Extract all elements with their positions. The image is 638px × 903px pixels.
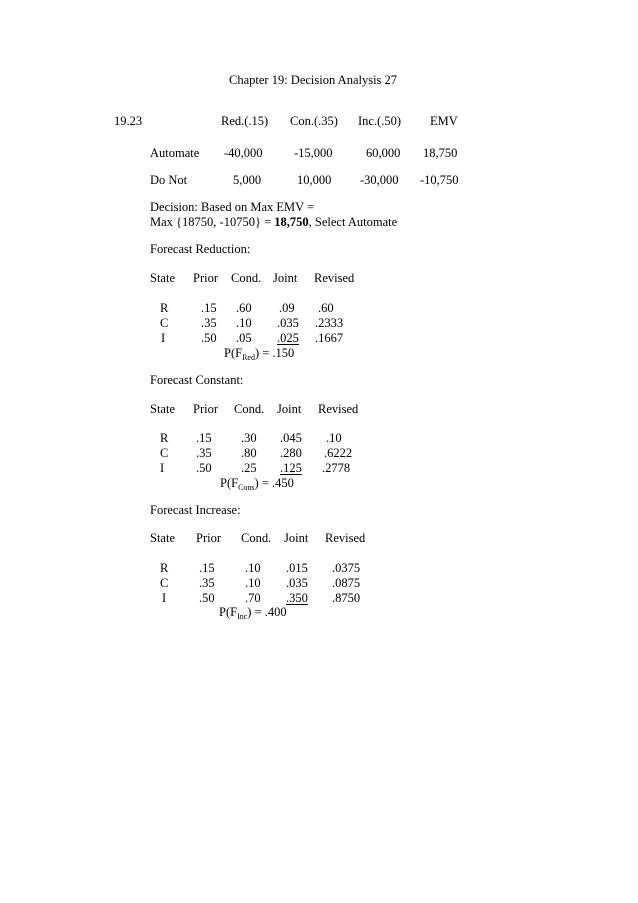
table-cell: .10 (245, 561, 261, 575)
header-cond: Cond. (234, 402, 265, 416)
total-subscript: Cons (238, 483, 255, 492)
table-cell: .50 (199, 591, 215, 605)
table-cell: .50 (201, 331, 217, 345)
table-cell: .045 (280, 431, 302, 445)
col-header-increase: Inc.(.50) (358, 114, 402, 128)
decision-line-2 (150, 215, 397, 229)
table-cell: .0875 (332, 576, 361, 590)
cell-donot-con: 10,000 (297, 173, 332, 187)
total-prefix: P(F (220, 476, 239, 490)
cell-donot-emv: -10,750 (420, 173, 459, 187)
table-cell: .80 (241, 446, 257, 460)
cell-donot-inc: -30,000 (360, 173, 399, 187)
header-cond: Cond. (231, 271, 262, 285)
total-subscript: Inc (237, 612, 248, 621)
total-subscript: Red (242, 353, 255, 362)
total-prefix: P(F (219, 605, 238, 619)
table-cell: .35 (196, 446, 212, 460)
decision-text: Max {18750, -10750} = (150, 215, 275, 229)
table-cell: .70 (245, 591, 261, 605)
header-state: State (150, 402, 175, 416)
col-header-emv: EMV (430, 114, 458, 128)
table-cell: R (160, 431, 169, 445)
total-value: ) = .400 (247, 605, 287, 619)
table-cell: .015 (286, 561, 308, 575)
forecast-increase-title: Forecast Increase: (150, 503, 241, 517)
problem-number: 19.23 (114, 114, 143, 128)
cell-automate-inc: 60,000 (366, 146, 401, 160)
header-joint: Joint (277, 402, 302, 416)
table-cell: .15 (199, 561, 215, 575)
row-label-do-not: Do Not (150, 173, 188, 187)
cell-donot-red: 5,000 (233, 173, 262, 187)
table-cell: .280 (280, 446, 302, 460)
table-cell: .1667 (315, 331, 344, 345)
forecast-constant-title: Forecast Constant: (150, 373, 244, 387)
table-cell: .125 (280, 461, 302, 475)
decision-max-emv: 18,750 (274, 215, 309, 229)
header-revised: Revised (325, 531, 366, 545)
table-cell: R (160, 561, 169, 575)
col-header-reduction: Red.(.15) (221, 114, 269, 128)
table-cell: .15 (201, 301, 217, 315)
cell-automate-con: -15,000 (294, 146, 333, 160)
table-cell: .2778 (322, 461, 351, 475)
table-cell: .35 (199, 576, 215, 590)
table-cell: I (161, 331, 166, 345)
header-prior: Prior (193, 402, 218, 416)
table-cell: .35 (201, 316, 217, 330)
table-cell: .10 (245, 576, 261, 590)
total-prefix: P(F (224, 346, 243, 360)
total-probability (219, 605, 287, 619)
page-header: Chapter 19: Decision Analysis 27 (229, 73, 398, 87)
header-revised: Revised (318, 402, 359, 416)
table-cell: I (162, 591, 167, 605)
header-state: State (150, 531, 175, 545)
total-probability (224, 346, 294, 360)
cell-automate-emv: 18,750 (423, 146, 458, 160)
table-cell: R (160, 301, 169, 315)
header-joint: Joint (284, 531, 309, 545)
table-cell: C (160, 316, 169, 330)
header-joint: Joint (273, 271, 298, 285)
table-cell: C (160, 446, 169, 460)
cell-automate-red: -40,000 (224, 146, 263, 160)
table-cell: .60 (318, 301, 334, 315)
total-probability (220, 476, 294, 490)
table-cell: .8750 (332, 591, 361, 605)
table-cell: C (160, 576, 169, 590)
table-cell: .0375 (332, 561, 361, 575)
total-value: ) = .150 (254, 346, 295, 360)
table-cell: .350 (286, 591, 308, 605)
table-cell: .2333 (315, 316, 344, 330)
header-prior: Prior (193, 271, 218, 285)
forecast-reduction-title: Forecast Reduction: (150, 242, 251, 256)
table-cell: .05 (236, 331, 252, 345)
total-value: ) = .450 (254, 476, 294, 490)
table-cell: .15 (196, 431, 212, 445)
table-cell: .50 (196, 461, 212, 475)
decision-choice: , Select Automate (308, 215, 398, 229)
table-cell: .10 (236, 316, 252, 330)
table-cell: .60 (236, 301, 252, 315)
header-prior: Prior (196, 531, 221, 545)
table-cell: .6222 (324, 446, 353, 460)
header-cond: Cond. (241, 531, 272, 545)
table-cell: I (160, 461, 165, 475)
header-state: State (150, 271, 175, 285)
table-cell: .09 (279, 301, 295, 315)
table-cell: .025 (277, 331, 299, 345)
table-cell: .10 (326, 431, 342, 445)
table-cell: .25 (241, 461, 257, 475)
table-cell: .035 (286, 576, 308, 590)
table-cell: .035 (277, 316, 299, 330)
table-cell: .30 (241, 431, 257, 445)
decision-line-1: Decision: Based on Max EMV = (150, 200, 315, 214)
col-header-constant: Con.(.35) (290, 114, 338, 128)
row-label-automate: Automate (150, 146, 200, 160)
header-revised: Revised (314, 271, 355, 285)
